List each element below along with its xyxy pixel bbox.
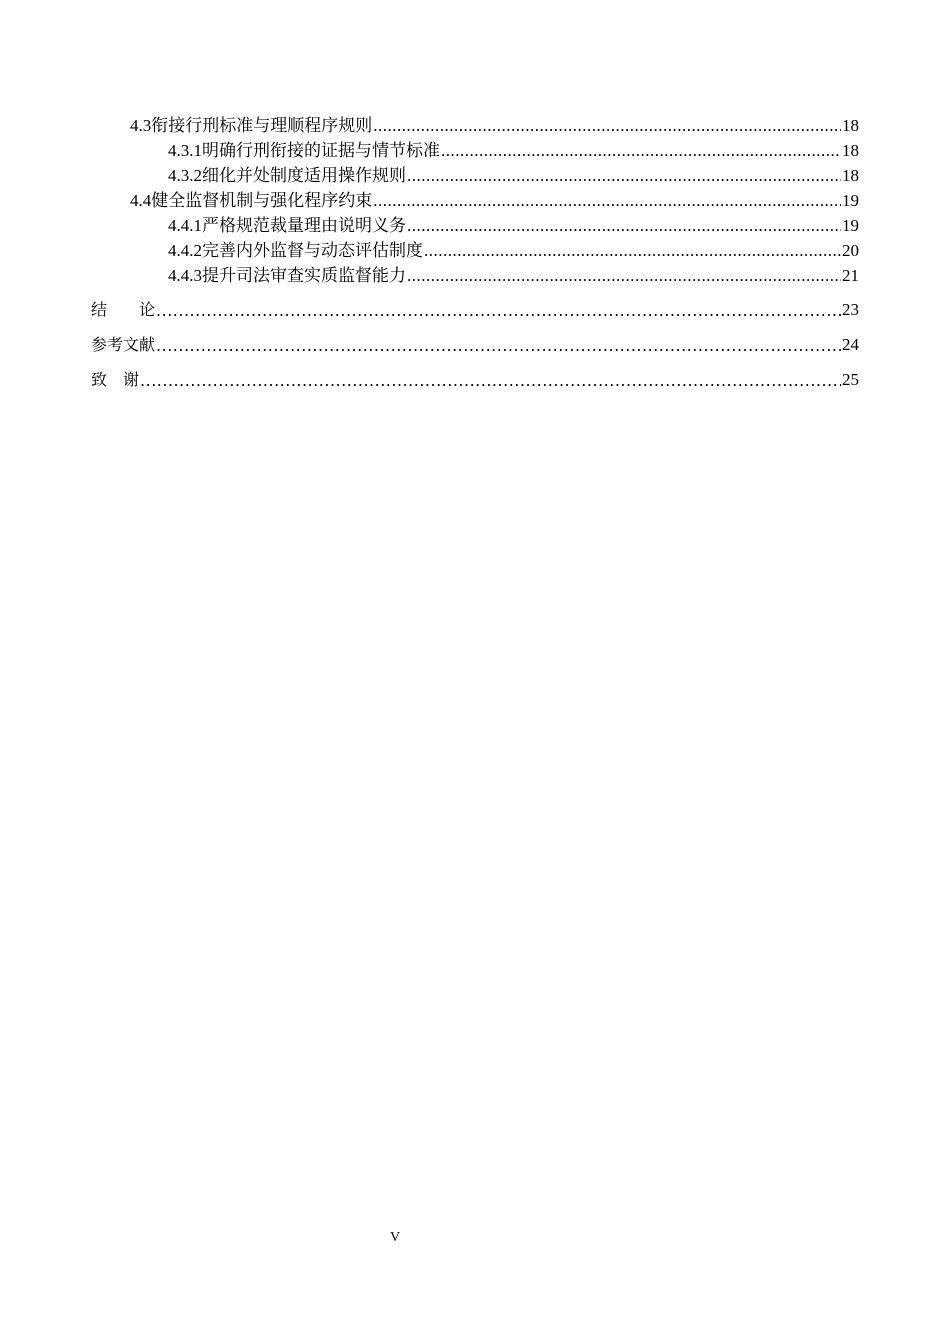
dot-leader [407,266,841,286]
toc-entry-4-4-1[interactable] [168,214,859,236]
toc-entry-4-3-2[interactable] [168,164,859,186]
dot-leader [156,336,841,355]
toc-entry-acknowledgements[interactable] [91,368,859,390]
toc-entry-page: 23 [842,300,859,319]
toc-entry-references[interactable] [91,333,859,355]
dot-leader [373,116,841,136]
toc-entry-4-4[interactable] [130,189,859,211]
dot-leader [407,166,841,186]
toc-entry-number: 4.3 [130,116,152,135]
toc-entry-page: 24 [842,335,859,354]
toc-entry-number: 4.3.2 [168,166,202,185]
toc-entry-title: 致 谢 [91,370,140,389]
toc-entry-number: 4.3.1 [168,141,202,160]
toc-entry-4-4-3[interactable] [168,264,859,286]
toc-entry-page: 19 [842,191,859,210]
toc-entry-number: 4.4.2 [168,241,202,260]
toc-entry-number: 4.4.3 [168,266,202,285]
toc-entry-4-4-2[interactable] [168,239,859,261]
toc-entry-title: 严格规范裁量理由说明义务 [202,216,406,235]
toc-entry-page: 20 [842,241,859,260]
toc-entry-number: 4.4 [130,191,152,210]
toc-entry-page: 25 [842,370,859,389]
toc-entry-page: 19 [842,216,859,235]
page-number: V [389,1230,401,1245]
dot-leader [424,241,841,261]
toc-entry-title: 明确行刑衔接的证据与情节标准 [202,141,440,160]
dot-leader [156,301,841,320]
dot-leader [373,191,841,211]
toc-entry-number: 4.4.1 [168,216,202,235]
toc-entry-page: 18 [842,141,859,160]
toc-entry-title: 健全监督机制与强化程序约束 [151,191,373,210]
dot-leader [407,216,841,236]
toc-entry-title: 衔接行刑标准与理顺程序规则 [151,116,373,135]
toc-entry-title: 参考文献 [91,335,156,354]
toc-entry-page: 18 [842,116,859,135]
toc-entry-page: 18 [842,166,859,185]
toc-entry-title: 提升司法审查实质监督能力 [202,266,406,285]
toc-entry-page: 21 [842,266,859,285]
toc-entry-title: 结 论 [91,300,156,319]
toc-entry-conclusion[interactable] [91,298,859,320]
toc-entry-4-3[interactable] [130,114,859,136]
dot-leader [140,371,841,390]
toc-entry-title: 细化并处制度适用操作规则 [202,166,406,185]
toc-entry-title: 完善内外监督与动态评估制度 [202,241,423,260]
dot-leader [441,141,841,161]
toc-entry-4-3-1[interactable] [168,139,859,161]
